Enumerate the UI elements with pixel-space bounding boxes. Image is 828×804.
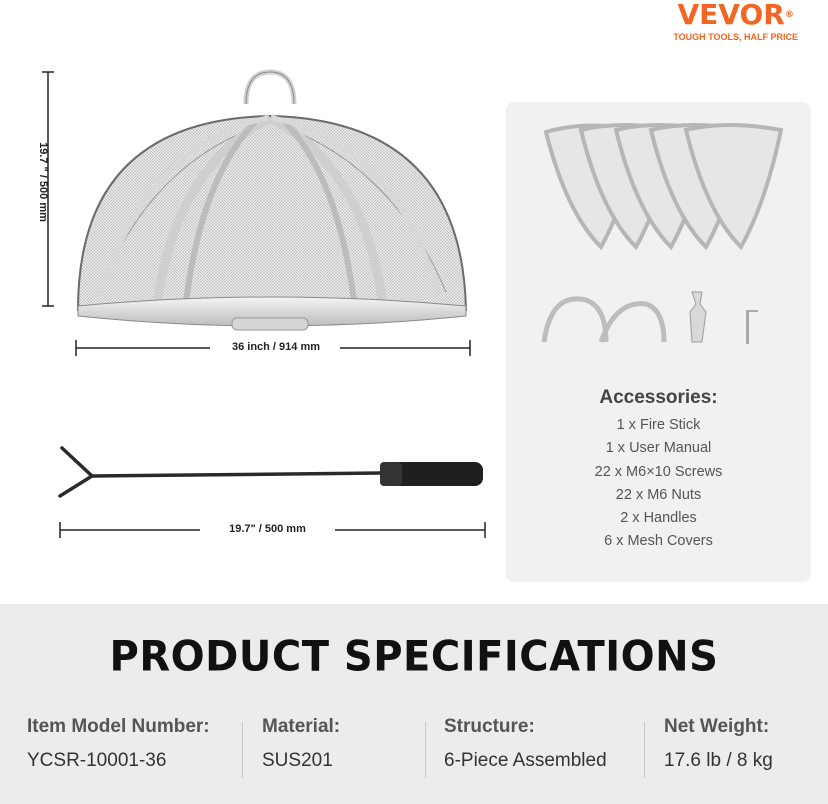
spec-label: Structure: (444, 716, 535, 737)
spec-structure (444, 716, 607, 772)
spec-divider (644, 722, 645, 778)
allen-key-icon (746, 310, 758, 344)
spec-weight (664, 716, 773, 772)
dome-illustration (0, 60, 500, 440)
accessories-list (506, 414, 811, 554)
spec-value: 17.6 lb / 8 kg (664, 750, 773, 771)
accessory-item: 1 x Fire Stick (616, 417, 701, 433)
accessory-item: 2 x Handles (620, 510, 697, 527)
brand-name: VEVOR (677, 0, 785, 31)
spec-label: Material: (262, 716, 341, 737)
accessory-item: 22 x M6 Nuts (615, 486, 702, 503)
spec-value: 6-Piece Assembled (444, 750, 607, 771)
mesh-covers-image (506, 112, 811, 272)
wrench-icon (690, 292, 706, 342)
specifications-title: PRODUCT SPECIFICATIONS (109, 632, 719, 682)
height-dimension-label: 19.7 " / 500 mm (37, 142, 49, 222)
accessories-panel (506, 102, 811, 582)
brand-tagline: TOUGH TOOLS, HALF PRICE (673, 32, 798, 42)
accessories-title: Accessories: (599, 387, 718, 408)
stick-dimension-label: 19.7" / 500 mm (229, 523, 306, 535)
spec-material (262, 716, 340, 772)
spec-divider (242, 722, 243, 778)
handles-and-tools-image (506, 282, 811, 352)
spec-value: YCSR-10001-36 (27, 750, 167, 771)
accessory-item: 1 x User Manual (605, 440, 712, 457)
spec-label: Item Model Number: (27, 716, 210, 737)
spec-model (27, 716, 210, 772)
brand-logo (673, 0, 798, 42)
spec-label: Net Weight: (664, 716, 770, 737)
spec-divider (425, 722, 426, 778)
dome-screen (78, 72, 466, 330)
specifications-section (0, 604, 828, 804)
accessory-item: 22 x M6×10 Screws (594, 463, 723, 480)
spec-value: SUS201 (262, 750, 333, 771)
accessory-item: 6 x Mesh Covers (604, 533, 713, 550)
brand-registered-mark: ® (784, 10, 794, 20)
width-dimension-label: 36 inch / 914 mm (231, 341, 321, 353)
